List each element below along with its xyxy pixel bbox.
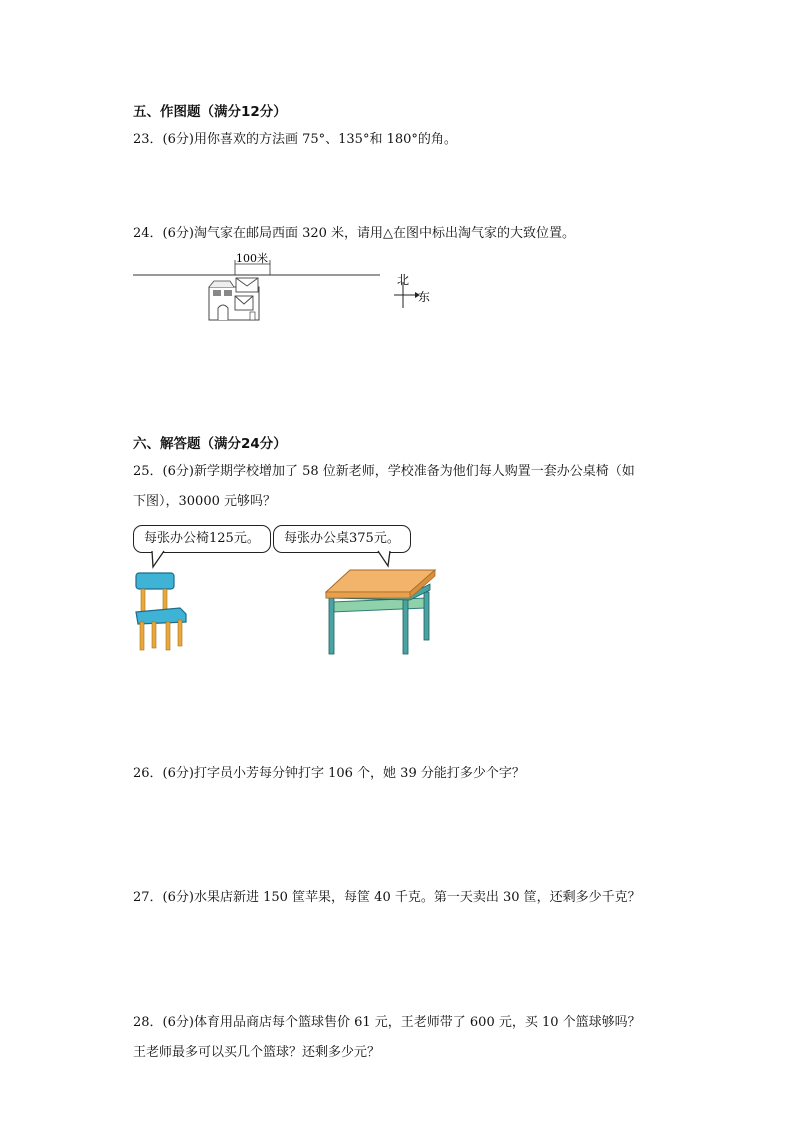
question-24: 24．(6分)淘气家在邮局西面 320 米，请用△在图中标出淘气家的大致位置。 [133,226,576,241]
post-office-map [130,250,450,330]
east-label: 东 [418,290,431,304]
chair-bubble-tail [150,549,170,569]
section-five-title: 五、作图题（满分12分） [133,104,287,120]
north-label: 北 [397,273,410,287]
section-six-title: 六、解答题（满分24分） [133,436,287,452]
scale-label: 100米 [236,252,268,265]
office-chair-illustration [130,570,200,655]
question-28-line1: 28．(6分)体育用品商店每个篮球售价 61 元，王老师带了 600 元，买 10 个篮球够吗？ [133,1015,641,1030]
post-office-icon [209,278,259,320]
chair-price-bubble: 每张办公椅125元。 [133,525,271,553]
question-25-line1: 25．(6分)新学期学校增加了 58 位新老师，学校准备为他们每人购置一套办公桌椅（如 [133,464,635,479]
compass-icon [394,273,430,308]
question-23: 23．(6分)用你喜欢的方法画 75°、135°和 180°的角。 [133,132,457,147]
office-desk-illustration [318,562,443,658]
question-28-line2: 王老师最多可以买几个篮球？还剩多少元？ [133,1045,381,1060]
desk-price-bubble: 每张办公桌375元。 [273,525,411,553]
question-25-line2: 下图），30000 元够吗？ [133,494,276,509]
question-26: 26．(6分)打字员小芳每分钟打字 106 个，她 39 分能打多少个字？ [133,766,525,781]
question-27: 27．(6分)水果店新进 150 筐苹果，每筐 40 千克。第一天卖出 30 筐，还剩多少千克？ [133,890,641,905]
